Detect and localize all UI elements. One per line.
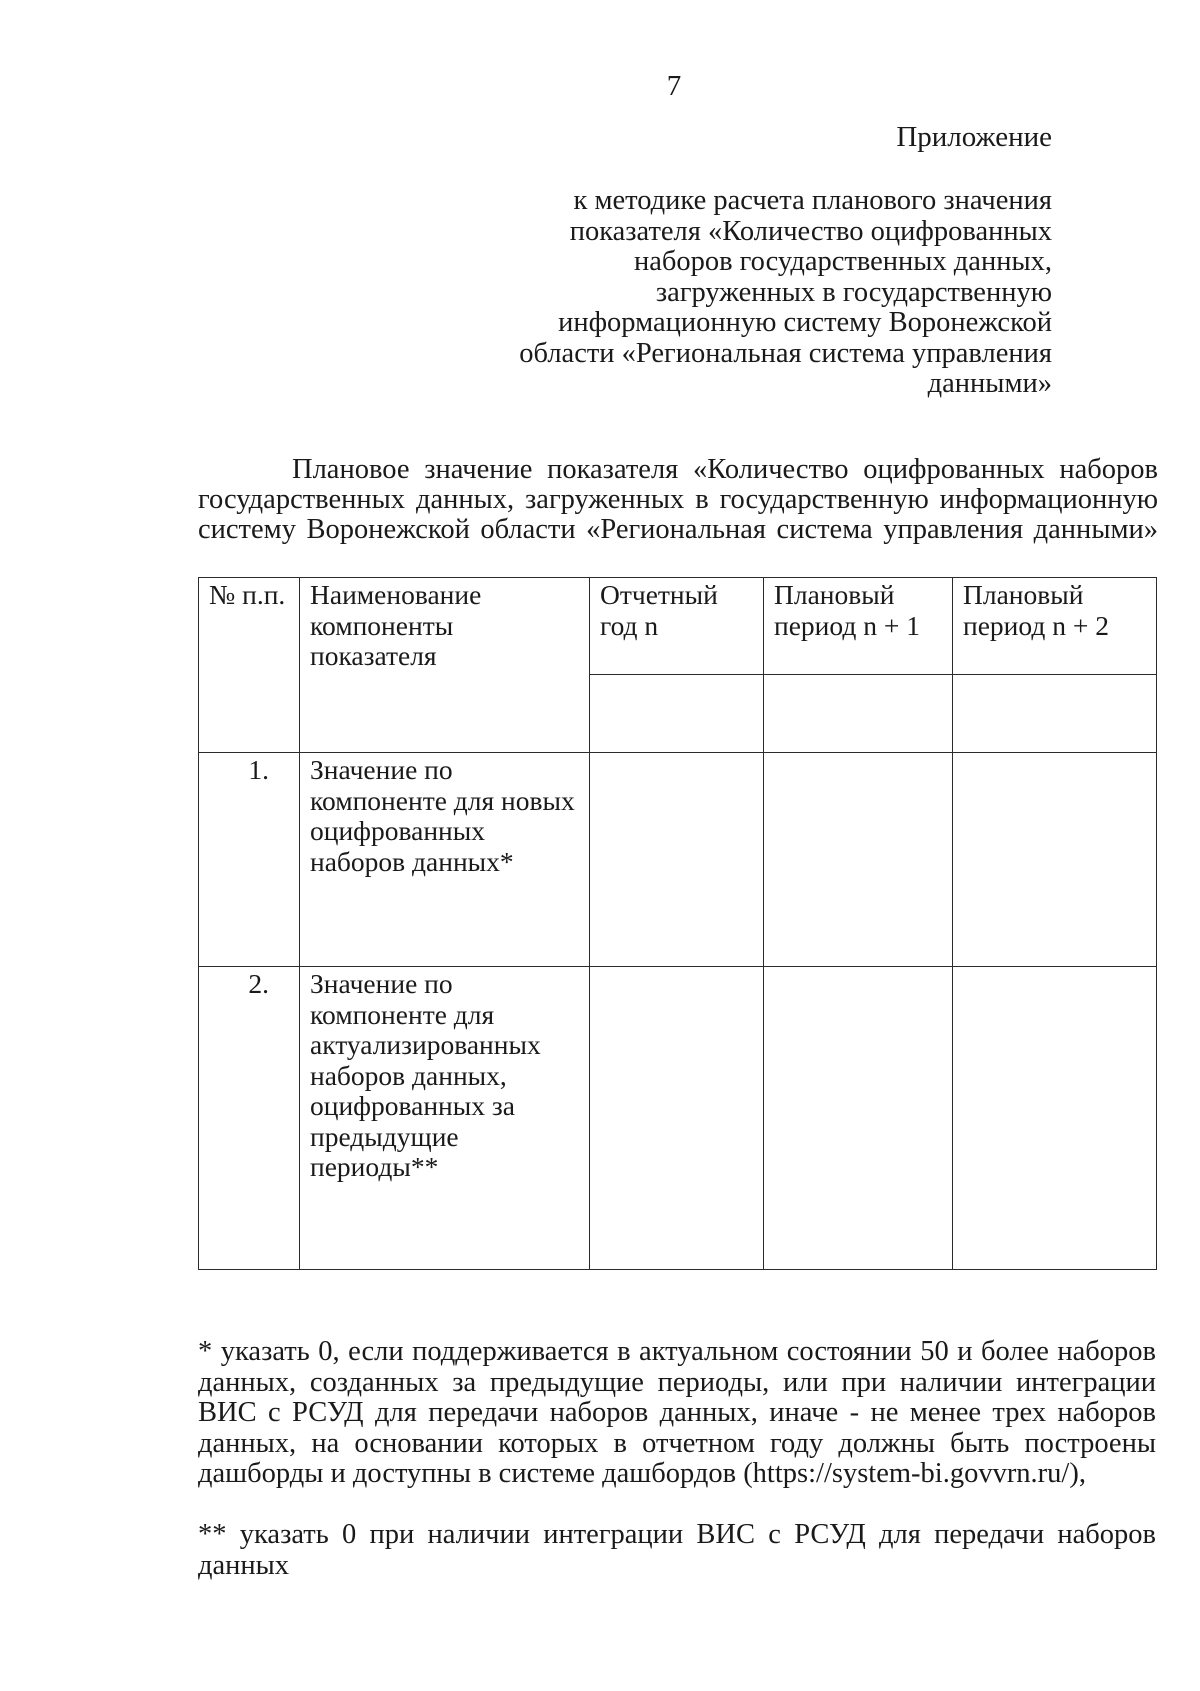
row-number-cell: 1.	[199, 753, 300, 967]
value-cell	[590, 967, 764, 1270]
page-number: 7	[666, 70, 682, 102]
appendix-subtitle: к методике расчета планового значения показателя «Количество оцифрованных наборов государственных данных, загруженных в государственную информационную систему Воронежской области «Региональная система управления данными»	[519, 185, 1052, 399]
header-cell-plan-n2: Плановый период n + 2	[953, 578, 1157, 675]
value-cell	[590, 753, 764, 967]
table-row	[199, 967, 1157, 1270]
footnote-1: * указать 0, если поддерживается в актуальном состоянии 50 и более наборов данных, созданных за предыдущие периоды, или при наличии интеграции ВИС с РСУД для передачи наборов данных, иначе - не менее трех наборов данных, на основании которых в отчетном году должны быть построены дашборды и доступны в системе дашбордов (https://system-bi.govvrn.ru/),	[198, 1336, 1156, 1489]
appendix-title: Приложение	[896, 121, 1052, 153]
subheader-cell-empty	[764, 675, 953, 753]
value-cell	[764, 967, 953, 1270]
header-cell-name: Наименование компоненты показателя	[300, 578, 590, 753]
header-cell-number: № п.п.	[199, 578, 300, 753]
document-title-line: государственных данных, загруженных в государственную информационную	[198, 484, 1158, 515]
row-name-cell: Значение по компоненте для актуализированных наборов данных, оцифрованных за предыдущие периоды**	[300, 967, 590, 1270]
header-cell-reporting-year: Отчетный год n	[590, 578, 764, 675]
indicator-table	[198, 577, 1157, 1270]
document-title-line: систему Воронежской области «Региональная система управления данными»	[198, 514, 1158, 545]
subheader-cell-empty	[953, 675, 1157, 753]
document-title	[198, 455, 1158, 545]
value-cell	[764, 753, 953, 967]
footnote-2: ** указать 0 при наличии интеграции ВИС с РСУД для передачи наборов данных	[198, 1519, 1156, 1581]
table-header-row	[199, 578, 1157, 675]
subheader-cell-empty	[590, 675, 764, 753]
document-title-line: Плановое значение показателя «Количество оцифрованных наборов	[292, 454, 1158, 485]
value-cell	[953, 967, 1157, 1270]
table-row	[199, 753, 1157, 967]
row-name-cell: Значение по компоненте для новых оцифрованных наборов данных*	[300, 753, 590, 967]
value-cell	[953, 753, 1157, 967]
header-cell-plan-n1: Плановый период n + 1	[764, 578, 953, 675]
row-number-cell: 2.	[199, 967, 300, 1270]
